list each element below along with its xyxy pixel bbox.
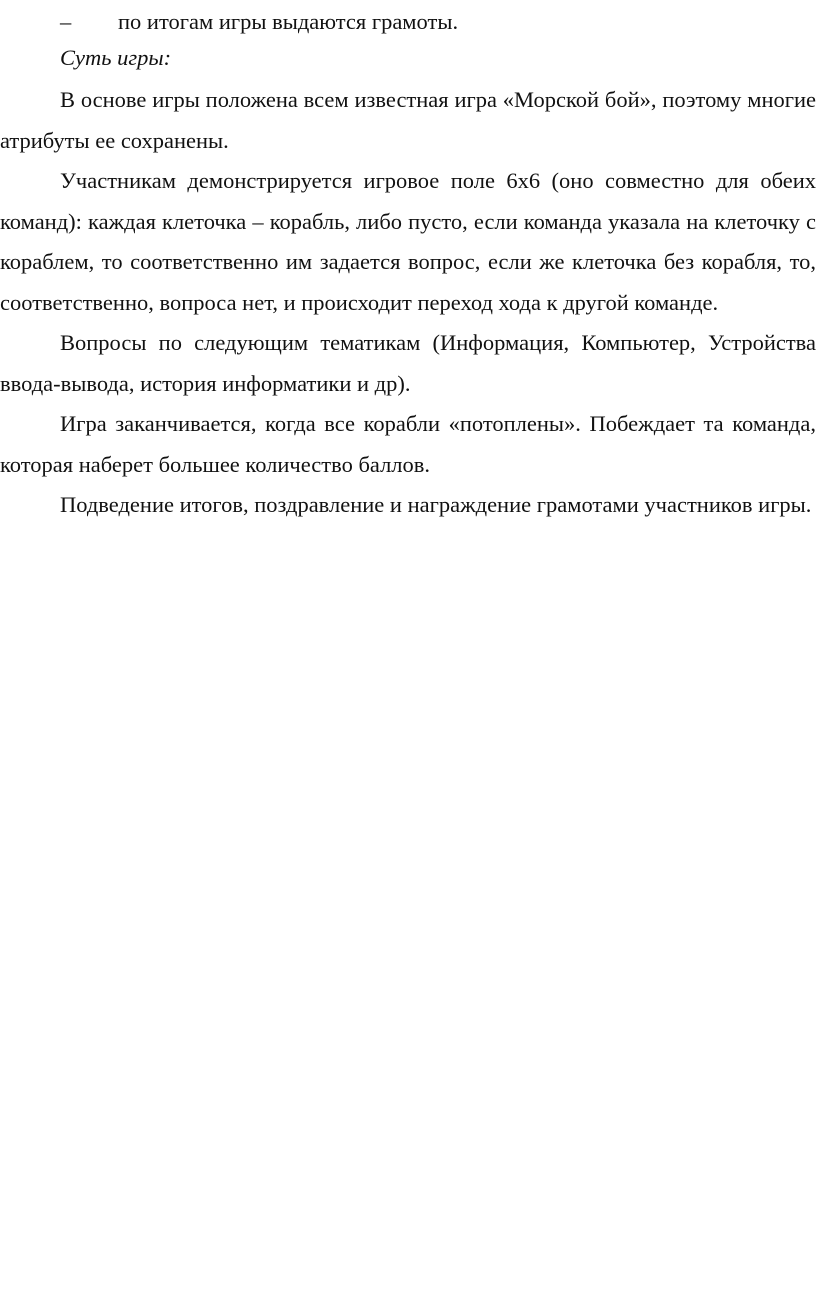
bullet-text: по итогам игры выдаются грамоты. [118,9,459,34]
paragraph: Игра заканчивается, когда все корабли «потоплены». Побеждает та команда, которая наберет большее количество баллов. [0,411,816,477]
paragraph: Участникам демонстрируется игровое поле 6x6 (оно совместно для обеих команд): каждая клеточка – корабль, либо пусто, если команда указала на клеточку с кораблем, то соответственно им задается вопрос, если же клеточка без корабля, то, соответственно, вопроса нет, и происходит переход хода к другой команде. [0,168,816,315]
paragraph: В основе игры положена всем известная игра «Морской бой», поэтому многие атрибуты ее сохранены. [0,87,816,153]
bullet-dash: – [60,9,72,34]
body-text [0,80,816,526]
bullet-item [60,2,458,42]
paragraph: Вопросы по следующим тематикам (Информация, Компьютер, Устройства ввода-вывода, история информатики и др). [0,330,816,396]
paragraph: Подведение итогов, поздравление и награждение грамотами участников игры. [60,492,812,517]
section-heading: Суть игры: [60,45,172,70]
